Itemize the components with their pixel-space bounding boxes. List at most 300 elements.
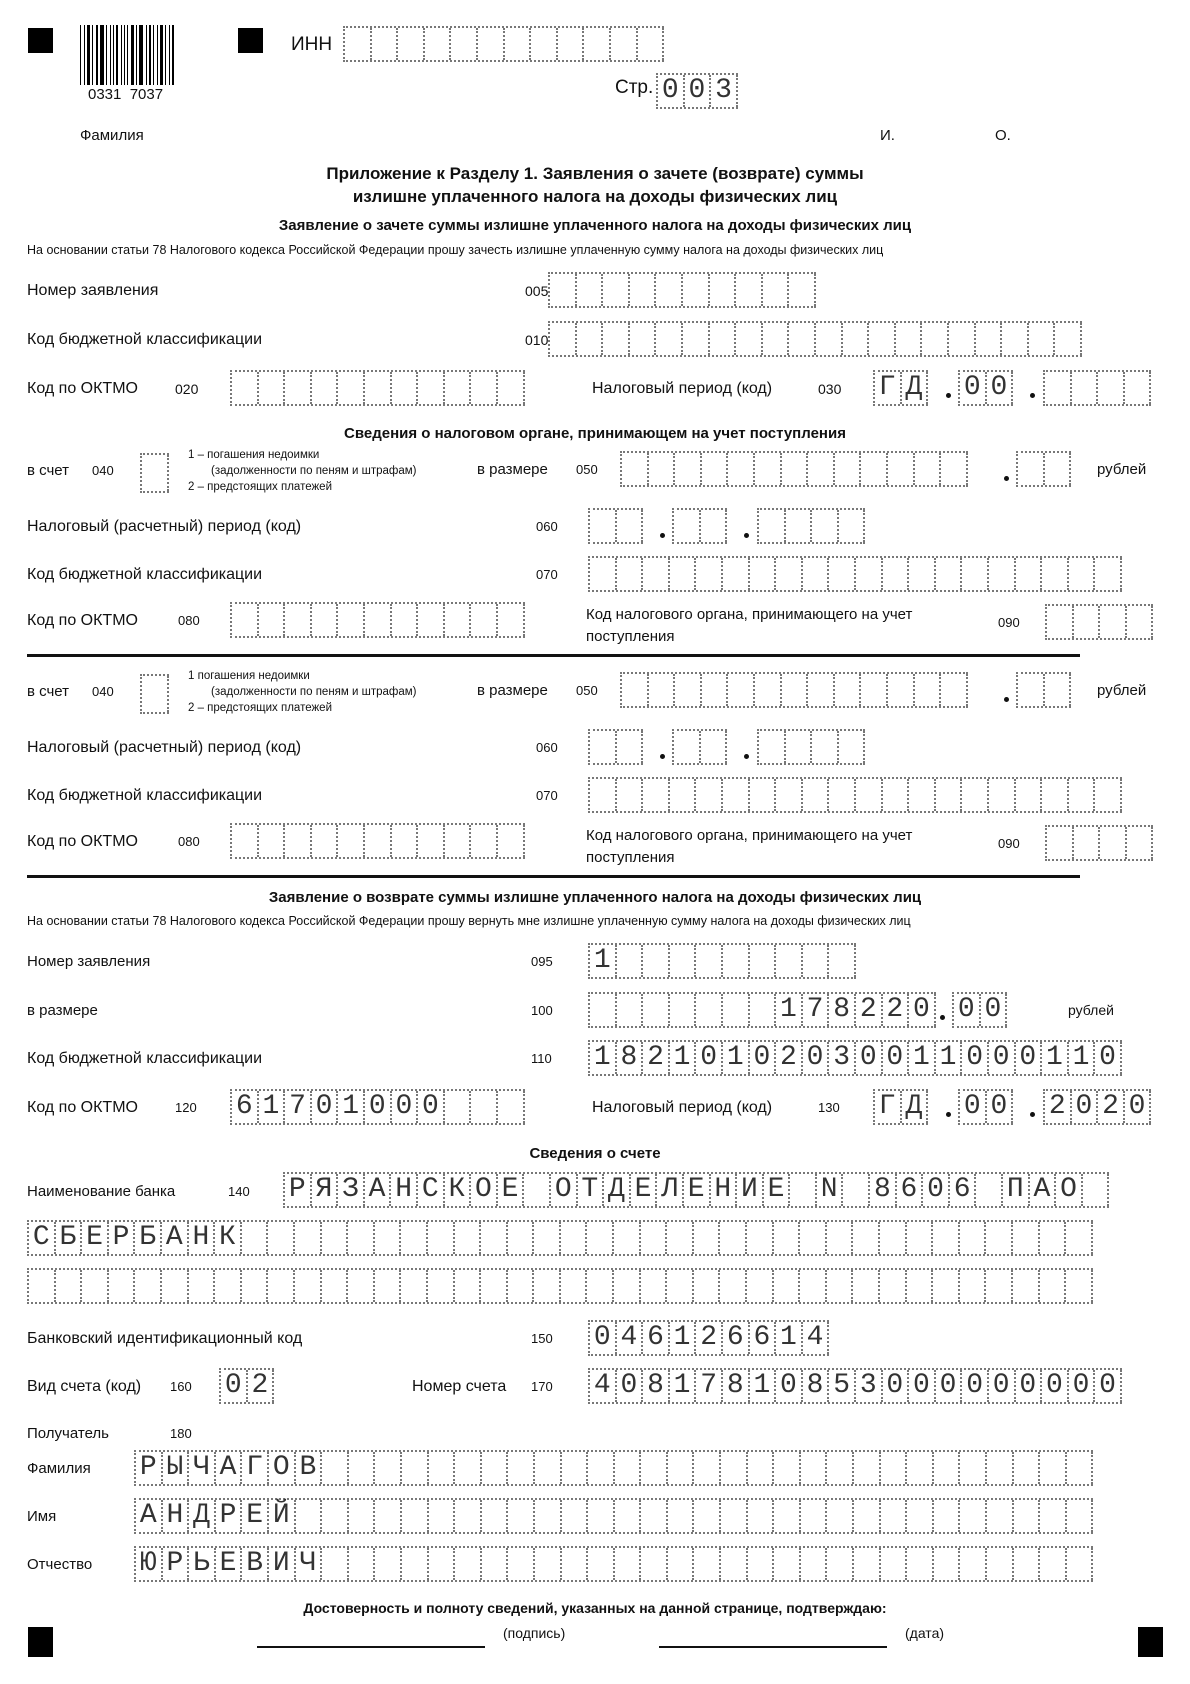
recipient-name-label: Имя bbox=[27, 1508, 57, 1525]
separator-dot bbox=[1004, 476, 1009, 481]
period-part3-field[interactable] bbox=[757, 729, 865, 765]
kbk-field[interactable] bbox=[588, 556, 1122, 592]
char-cell bbox=[418, 825, 445, 857]
period-part1-field[interactable] bbox=[588, 729, 643, 765]
surname-label: Фамилия bbox=[80, 127, 144, 144]
offset-kbk-field[interactable] bbox=[548, 321, 1082, 357]
char-cell bbox=[816, 323, 843, 355]
char-cell bbox=[670, 945, 697, 977]
char-cell bbox=[142, 676, 169, 712]
char-cell bbox=[789, 323, 816, 355]
char-cell bbox=[401, 1270, 428, 1302]
char-cell bbox=[312, 372, 339, 404]
inn-field[interactable] bbox=[343, 26, 664, 62]
period-part3-field[interactable] bbox=[757, 508, 865, 544]
char-cell bbox=[322, 1548, 349, 1580]
option-2-text: 2 – предстоящих платежей bbox=[188, 702, 332, 714]
char-cell bbox=[941, 453, 968, 485]
char-cell: 6 bbox=[232, 1091, 259, 1123]
char-cell bbox=[1047, 606, 1074, 638]
refund-amount-rubles-field[interactable] bbox=[588, 992, 936, 1028]
char-cell bbox=[989, 558, 1016, 590]
char-cell bbox=[694, 1500, 721, 1532]
char-cell bbox=[365, 604, 392, 636]
char-cell bbox=[720, 1270, 747, 1302]
char-cell bbox=[934, 1452, 961, 1484]
char-cell bbox=[1014, 1548, 1041, 1580]
char-cell bbox=[854, 1452, 881, 1484]
amount-kopecks-field[interactable] bbox=[1016, 451, 1071, 487]
char-cell: 0 bbox=[312, 1091, 339, 1123]
char-cell: Р bbox=[285, 1174, 312, 1206]
char-cell bbox=[907, 1548, 934, 1580]
char-cell: Р bbox=[163, 1548, 190, 1580]
recipient-name-field[interactable] bbox=[134, 1498, 1093, 1534]
char-cell bbox=[839, 510, 866, 542]
oktmo-field[interactable] bbox=[230, 602, 525, 638]
char-cell: 0 bbox=[418, 1091, 445, 1123]
char-cell bbox=[674, 510, 701, 542]
char-cell bbox=[683, 274, 710, 306]
barcode bbox=[80, 25, 202, 85]
char-cell: А bbox=[162, 1222, 189, 1254]
char-cell: 0 bbox=[962, 1042, 989, 1074]
char-cell: Д bbox=[902, 1091, 929, 1123]
char-cell: 6 bbox=[643, 1322, 670, 1354]
refund-oktmo-label: Код по ОКТМО bbox=[27, 1099, 138, 1116]
char-cell bbox=[242, 1270, 269, 1302]
refund-amount-kopecks-field[interactable] bbox=[952, 992, 1007, 1028]
char-cell bbox=[1042, 779, 1069, 811]
account-purpose-field[interactable] bbox=[140, 674, 169, 714]
tax-authority-code: 090 bbox=[998, 836, 1020, 851]
char-cell bbox=[312, 604, 339, 636]
char-cell: 1 bbox=[1069, 1042, 1096, 1074]
signature-line[interactable] bbox=[257, 1646, 485, 1648]
char-cell bbox=[755, 453, 782, 485]
account-label: в счет bbox=[27, 683, 69, 700]
char-cell: Е bbox=[684, 1174, 711, 1206]
char-cell bbox=[232, 372, 259, 404]
char-cell bbox=[1125, 372, 1152, 404]
char-cell bbox=[812, 731, 839, 763]
char-cell: Г bbox=[875, 1091, 902, 1123]
char-cell: А bbox=[1030, 1174, 1057, 1206]
barcode-bar bbox=[172, 25, 174, 85]
char-cell bbox=[668, 1548, 695, 1580]
oktmo-label: Код по ОКТМО bbox=[27, 612, 138, 629]
char-cell bbox=[936, 779, 963, 811]
char-cell bbox=[1029, 323, 1056, 355]
char-cell: 0 bbox=[856, 1042, 883, 1074]
char-cell bbox=[365, 825, 392, 857]
char-cell: 3 bbox=[829, 1042, 856, 1074]
char-cell bbox=[649, 453, 676, 485]
char-cell: З bbox=[338, 1174, 365, 1206]
char-cell: 1 bbox=[776, 994, 803, 1026]
char-cell bbox=[1095, 779, 1122, 811]
char-cell: 2 bbox=[776, 1042, 803, 1074]
bank-name-field-line1[interactable] bbox=[283, 1172, 1109, 1208]
char-cell: Н bbox=[711, 1174, 738, 1206]
offset-section-title: Заявление о зачете суммы излишне уплаченного налога на доходы физических лиц bbox=[278, 217, 912, 234]
char-cell: И bbox=[737, 1174, 764, 1206]
char-cell: К bbox=[445, 1174, 472, 1206]
char-cell bbox=[748, 1548, 775, 1580]
char-cell bbox=[774, 1270, 801, 1302]
char-cell: 4 bbox=[617, 1322, 644, 1354]
recipient-patronymic-label: Отчество bbox=[27, 1556, 93, 1573]
char-cell: 0 bbox=[392, 1091, 419, 1123]
offset-tax-period-part2[interactable] bbox=[958, 370, 1013, 406]
char-cell bbox=[372, 28, 399, 60]
char-cell bbox=[375, 1500, 402, 1532]
refund-section-title: Заявление о возврате суммы излишне уплаченного налога на доходы физических лиц bbox=[268, 889, 922, 906]
period-part1-field[interactable] bbox=[588, 508, 643, 544]
char-cell: Д bbox=[189, 1500, 216, 1532]
amount-rubles-field[interactable] bbox=[620, 672, 968, 708]
char-cell bbox=[668, 1452, 695, 1484]
char-cell bbox=[880, 1222, 907, 1254]
char-cell bbox=[259, 825, 286, 857]
char-cell bbox=[747, 1270, 774, 1302]
bank-name-field-line3[interactable] bbox=[27, 1268, 1093, 1304]
char-cell bbox=[668, 1500, 695, 1532]
char-cell bbox=[827, 1270, 854, 1302]
char-cell bbox=[933, 1222, 960, 1254]
char-cell bbox=[630, 274, 657, 306]
char-cell bbox=[853, 1222, 880, 1254]
char-cell bbox=[694, 1452, 721, 1484]
offset-application-number-field[interactable] bbox=[548, 272, 816, 308]
offset-tax-period-part3[interactable] bbox=[1043, 370, 1151, 406]
char-cell bbox=[782, 674, 809, 706]
page-number-field[interactable] bbox=[656, 73, 738, 109]
recipient-surname-label: Фамилия bbox=[27, 1460, 91, 1477]
char-cell: 4 bbox=[590, 1370, 617, 1402]
char-cell bbox=[588, 1500, 615, 1532]
char-cell: Н bbox=[391, 1174, 418, 1206]
offset-application-number-code: 005 bbox=[525, 283, 549, 299]
char-cell bbox=[232, 825, 259, 857]
char-cell bbox=[934, 1500, 961, 1532]
refund-tax-period-part1[interactable] bbox=[873, 1089, 928, 1125]
char-cell bbox=[888, 453, 915, 485]
char-cell bbox=[392, 372, 419, 404]
char-cell: 0 bbox=[1016, 1370, 1043, 1402]
char-cell: Т bbox=[578, 1174, 605, 1206]
char-cell: 8 bbox=[723, 1370, 750, 1402]
char-cell bbox=[425, 28, 452, 60]
barcode-bar bbox=[149, 25, 151, 85]
char-cell: Б bbox=[135, 1222, 162, 1254]
char-cell bbox=[1040, 1548, 1067, 1580]
offset-oktmo-field[interactable] bbox=[230, 370, 525, 406]
barcode-bar bbox=[116, 25, 118, 85]
char-cell: 7 bbox=[696, 1370, 723, 1402]
char-cell: О bbox=[551, 1174, 578, 1206]
bik-field[interactable] bbox=[588, 1320, 829, 1356]
char-cell bbox=[508, 1222, 535, 1254]
char-cell: 0 bbox=[936, 1370, 963, 1402]
char-cell bbox=[577, 323, 604, 355]
char-cell bbox=[1013, 1270, 1040, 1302]
char-cell bbox=[976, 1174, 1003, 1206]
char-cell bbox=[881, 1548, 908, 1580]
char-cell: 8 bbox=[617, 1042, 644, 1074]
char-cell bbox=[694, 1548, 721, 1580]
amount-kopecks-field[interactable] bbox=[1016, 672, 1071, 708]
oktmo-code: 080 bbox=[178, 834, 200, 849]
refund-oktmo-field[interactable] bbox=[230, 1089, 525, 1125]
char-cell bbox=[667, 1270, 694, 1302]
separator-dot bbox=[744, 754, 749, 759]
inn-label: ИНН bbox=[291, 34, 333, 55]
char-cell: Р bbox=[216, 1500, 243, 1532]
offset-application-number-label: Номер заявления bbox=[27, 282, 159, 299]
char-cell: 5 bbox=[829, 1370, 856, 1402]
char-cell bbox=[1066, 1222, 1093, 1254]
char-cell bbox=[861, 674, 888, 706]
char-cell bbox=[392, 604, 419, 636]
char-cell bbox=[471, 372, 498, 404]
char-cell bbox=[960, 1500, 987, 1532]
char-cell bbox=[162, 1270, 189, 1302]
char-cell bbox=[808, 453, 835, 485]
char-cell bbox=[748, 1452, 775, 1484]
refund-application-number-field[interactable] bbox=[588, 943, 856, 979]
tax-authority-code-field[interactable] bbox=[1045, 825, 1153, 861]
char-cell bbox=[338, 825, 365, 857]
recipient-code: 180 bbox=[170, 1426, 192, 1441]
char-cell bbox=[702, 674, 729, 706]
char-cell: С bbox=[29, 1222, 56, 1254]
char-cell bbox=[747, 1222, 774, 1254]
bank-name-label: Наименование банка bbox=[27, 1183, 176, 1200]
char-cell bbox=[694, 1222, 721, 1254]
currency-label: рублей bbox=[1097, 682, 1147, 699]
char-cell bbox=[701, 510, 728, 542]
char-cell bbox=[535, 1452, 562, 1484]
offset-tax-period-part1[interactable] bbox=[873, 370, 928, 406]
char-cell bbox=[989, 779, 1016, 811]
char-cell bbox=[588, 1452, 615, 1484]
char-cell bbox=[338, 604, 365, 636]
patronymic-initial-label: О. bbox=[995, 127, 1011, 144]
char-cell: 0 bbox=[962, 1370, 989, 1402]
char-cell bbox=[451, 28, 478, 60]
char-cell bbox=[590, 994, 617, 1026]
char-cell bbox=[641, 1500, 668, 1532]
char-cell bbox=[82, 1270, 109, 1302]
char-cell bbox=[643, 779, 670, 811]
char-cell bbox=[558, 28, 585, 60]
char-cell bbox=[835, 674, 862, 706]
char-cell bbox=[829, 558, 856, 590]
char-cell bbox=[402, 1548, 429, 1580]
char-cell bbox=[763, 274, 790, 306]
char-cell: 0 bbox=[960, 1091, 987, 1123]
char-cell bbox=[721, 1500, 748, 1532]
option-1-text: 1 погашения недоимки bbox=[188, 670, 310, 682]
char-cell bbox=[1014, 1452, 1041, 1484]
char-cell: 0 bbox=[1072, 1091, 1099, 1123]
refund-tax-period-label: Налоговый период (код) bbox=[592, 1099, 773, 1116]
char-cell bbox=[675, 453, 702, 485]
char-cell bbox=[1098, 372, 1125, 404]
refund-tax-period-part3[interactable] bbox=[1043, 1089, 1151, 1125]
char-cell bbox=[622, 674, 649, 706]
separator-dot bbox=[744, 533, 749, 538]
char-cell bbox=[349, 1500, 376, 1532]
date-line[interactable] bbox=[659, 1646, 887, 1648]
char-cell bbox=[614, 1270, 641, 1302]
tax-authority-code-field[interactable] bbox=[1045, 604, 1153, 640]
confirmation-text: Достоверность и полноту сведений, указанных на данной странице, подтверждаю: bbox=[303, 1600, 887, 1616]
char-cell: П bbox=[1003, 1174, 1030, 1206]
char-cell bbox=[505, 28, 532, 60]
char-cell: Г bbox=[242, 1452, 269, 1484]
char-cell bbox=[402, 1500, 429, 1532]
oktmo-label: Код по ОКТМО bbox=[27, 833, 138, 850]
currency-label: рублей bbox=[1097, 461, 1147, 478]
char-cell: 0 bbox=[750, 1042, 777, 1074]
char-cell: Б bbox=[56, 1222, 83, 1254]
refund-kbk-label: Код бюджетной классификации bbox=[27, 1050, 263, 1067]
char-cell: В bbox=[296, 1452, 323, 1484]
char-cell bbox=[587, 1222, 614, 1254]
signature-label: (подпись) bbox=[503, 1625, 566, 1641]
refund-kbk-field[interactable] bbox=[588, 1040, 1122, 1076]
char-cell bbox=[683, 323, 710, 355]
char-cell bbox=[345, 28, 372, 60]
char-cell bbox=[349, 1548, 376, 1580]
account-number-field[interactable] bbox=[588, 1368, 1122, 1404]
char-cell bbox=[296, 1500, 323, 1532]
char-cell bbox=[142, 455, 169, 491]
account-code: 040 bbox=[92, 684, 114, 699]
period-part2-field[interactable] bbox=[672, 508, 727, 544]
char-cell bbox=[1072, 372, 1099, 404]
char-cell: 0 bbox=[981, 994, 1008, 1026]
separator-dot bbox=[660, 533, 665, 538]
tax-authority-code-label-line1: Код налогового органа, принимающего на учет bbox=[586, 827, 913, 844]
char-cell bbox=[1100, 827, 1127, 859]
period-part2-field[interactable] bbox=[672, 729, 727, 765]
amount-rubles-field[interactable] bbox=[620, 451, 968, 487]
char-cell bbox=[232, 604, 259, 636]
refund-tax-period-part2[interactable] bbox=[958, 1089, 1013, 1125]
char-cell bbox=[617, 558, 644, 590]
char-cell: 0 bbox=[776, 1370, 803, 1402]
char-cell bbox=[1045, 372, 1072, 404]
period-code: 060 bbox=[536, 740, 558, 755]
char-cell bbox=[674, 731, 701, 763]
char-cell bbox=[721, 1452, 748, 1484]
char-cell bbox=[1069, 779, 1096, 811]
char-cell bbox=[750, 994, 777, 1026]
barcode-bar bbox=[157, 25, 158, 85]
section-divider bbox=[27, 654, 1080, 657]
char-cell bbox=[1045, 453, 1072, 485]
char-cell bbox=[670, 558, 697, 590]
refund-kbk-code: 110 bbox=[531, 1051, 552, 1066]
char-cell bbox=[723, 994, 750, 1026]
char-cell bbox=[429, 1548, 456, 1580]
period-label: Налоговый (расчетный) период (код) bbox=[27, 518, 302, 535]
char-cell: 7 bbox=[285, 1091, 312, 1123]
char-cell bbox=[881, 1452, 908, 1484]
char-cell: 0 bbox=[923, 1174, 950, 1206]
oktmo-field[interactable] bbox=[230, 823, 525, 859]
char-cell bbox=[759, 731, 786, 763]
char-cell: Ч bbox=[189, 1452, 216, 1484]
char-cell bbox=[590, 731, 617, 763]
char-cell: 1 bbox=[723, 1042, 750, 1074]
char-cell: С bbox=[418, 1174, 445, 1206]
char-cell: Р bbox=[136, 1452, 163, 1484]
kbk-code: 070 bbox=[536, 567, 558, 582]
char-cell: Я bbox=[312, 1174, 339, 1206]
barcode-bar bbox=[92, 25, 93, 85]
separator-dot bbox=[946, 393, 951, 398]
recipient-patronymic-field[interactable] bbox=[134, 1546, 1093, 1582]
char-cell bbox=[561, 1270, 588, 1302]
char-cell: А bbox=[136, 1500, 163, 1532]
refund-amount-label: в размере bbox=[27, 1002, 98, 1019]
char-cell bbox=[418, 372, 445, 404]
char-cell: 0 bbox=[221, 1370, 248, 1402]
char-cell bbox=[728, 674, 755, 706]
char-cell bbox=[455, 1452, 482, 1484]
char-cell bbox=[615, 1500, 642, 1532]
char-cell bbox=[829, 779, 856, 811]
kbk-field[interactable] bbox=[588, 777, 1122, 813]
char-cell bbox=[643, 945, 670, 977]
char-cell bbox=[881, 1500, 908, 1532]
char-cell bbox=[445, 825, 472, 857]
char-cell: 0 bbox=[1095, 1370, 1122, 1402]
char-cell: 1 bbox=[670, 1042, 697, 1074]
recipient-surname-field[interactable] bbox=[134, 1450, 1093, 1486]
recipient-label: Получатель bbox=[27, 1425, 109, 1442]
char-cell: А bbox=[216, 1452, 243, 1484]
account-type-field[interactable] bbox=[219, 1368, 274, 1404]
char-cell bbox=[622, 453, 649, 485]
option-2-text: 2 – предстоящих платежей bbox=[188, 481, 332, 493]
char-cell bbox=[562, 1452, 589, 1484]
char-cell bbox=[617, 510, 644, 542]
char-cell bbox=[482, 1452, 509, 1484]
char-cell bbox=[1042, 558, 1069, 590]
bank-name-field-line2[interactable] bbox=[27, 1220, 1093, 1256]
char-cell: О bbox=[269, 1452, 296, 1484]
char-cell bbox=[670, 994, 697, 1026]
char-cell: Г bbox=[875, 372, 902, 404]
account-purpose-field[interactable] bbox=[140, 453, 169, 493]
char-cell: 8 bbox=[803, 1370, 830, 1402]
char-cell: 1 bbox=[670, 1322, 697, 1354]
tax-authority-code-label-line2: поступления bbox=[586, 628, 675, 645]
char-cell bbox=[786, 510, 813, 542]
char-cell bbox=[962, 779, 989, 811]
char-cell bbox=[1045, 674, 1072, 706]
char-cell: 0 bbox=[1095, 1042, 1122, 1074]
period-code: 060 bbox=[536, 519, 558, 534]
char-cell bbox=[561, 1222, 588, 1254]
char-cell bbox=[550, 274, 577, 306]
tax-authority-code: 090 bbox=[998, 615, 1020, 630]
